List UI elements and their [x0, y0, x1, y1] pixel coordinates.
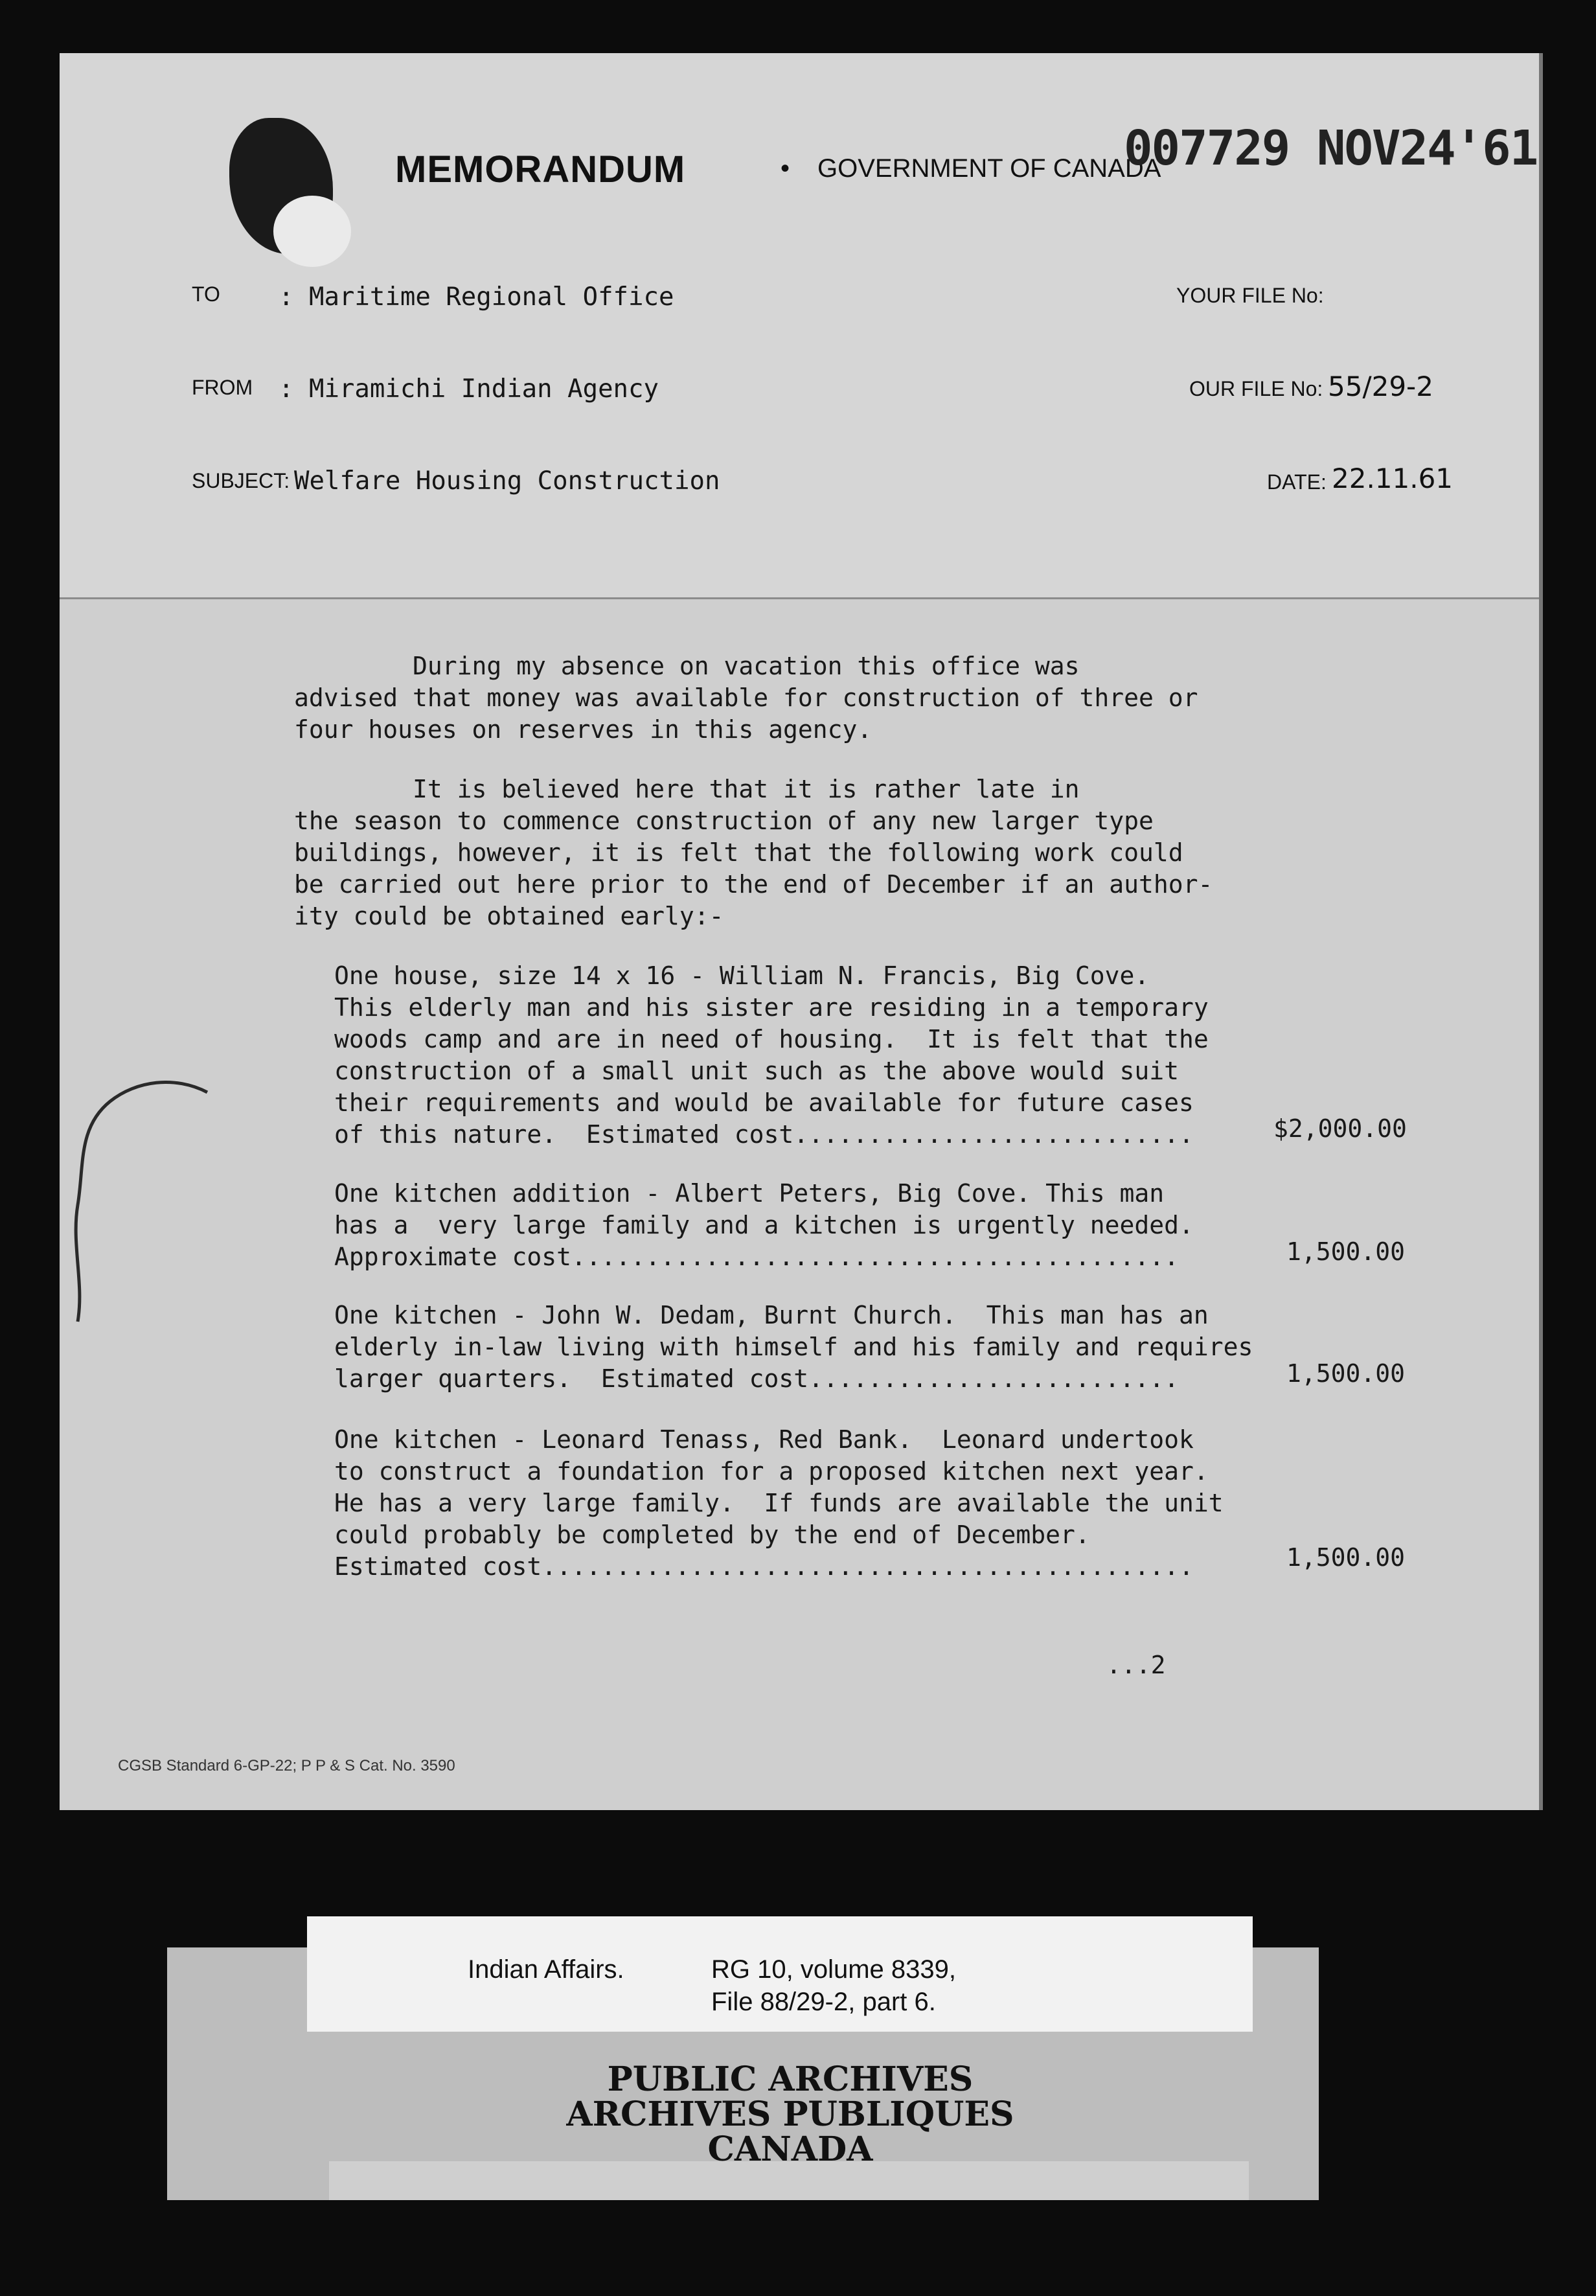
government-heading: GOVERNMENT OF CANADA: [817, 154, 1161, 183]
to-label: TO: [192, 282, 220, 306]
item-3-amount: 1,500.00: [1286, 1359, 1406, 1388]
date-label: DATE:: [1267, 470, 1327, 494]
title-bullet: •: [781, 154, 790, 183]
item-1-amount: $2,000.00: [1273, 1114, 1407, 1143]
item-2-text: One kitchen addition - Albert Peters, Big Cove. This man has a very large family and a kitchen is urgently needed. Approximate cost.........................................: [334, 1179, 1194, 1271]
archive-name-fr: ARCHIVES PUBLIQUES: [566, 2095, 1014, 2134]
your-file-label: YOUR FILE No:: [1176, 284, 1324, 307]
archive-collection: Indian Affairs.: [468, 1955, 624, 1984]
archive-reference-1: RG 10, volume 8339,: [711, 1955, 956, 1984]
item-1-text: One house, size 14 x 16 - William N. Francis, Big Cove. This elderly man and his sister are residing in a temporary woods camp and are in need of housing. It is felt that the construction of a small unit such as the above would suit their requirements and would be available for future cases of this nature. Estimated cost...........................: [334, 961, 1209, 1149]
item-4-text: One kitchen - Leonard Tenass, Red Bank. Leonard undertook to construct a foundation for a proposed kitchen next year. He has a very large family. If funds are available the unit could probably be completed by the end of December. Estimated cost............................................: [334, 1425, 1224, 1581]
item-3-text: One kitchen - John W. Dedam, Burnt Church. This man has an elderly in-law living with himself and his family and requires larger quarters. Estimated cost.........................: [334, 1301, 1253, 1393]
date-value: 22.11.61: [1332, 463, 1454, 494]
subject-value: Welfare Housing Construction: [294, 466, 720, 496]
our-file-value: 55/29-2: [1328, 371, 1433, 402]
archive-country: CANADA: [707, 2130, 873, 2169]
received-stamp: 007729 NOV24'61: [1124, 121, 1538, 176]
archive-name-en: PUBLIC ARCHIVES: [607, 2060, 974, 2099]
form-standard: CGSB Standard 6-GP-22; P P & S Cat. No. 3590: [118, 1757, 455, 1774]
subject-label: SUBJECT:: [192, 469, 290, 492]
margin-squiggle-mark: [58, 1062, 214, 1335]
our-file-label: OUR FILE No:: [1189, 377, 1323, 400]
from-label: FROM: [192, 376, 253, 399]
page-continued: ...2: [1106, 1651, 1166, 1679]
from-value: : Miramichi Indian Agency: [279, 374, 659, 404]
torn-corner-highlight: [273, 196, 351, 267]
archive-reference-2: File 88/29-2, part 6.: [711, 1988, 936, 2016]
item-4-amount: 1,500.00: [1286, 1543, 1406, 1572]
to-value: : Maritime Regional Office: [279, 282, 674, 312]
item-2-amount: 1,500.00: [1286, 1237, 1406, 1266]
memo-title: MEMORANDUM: [395, 148, 686, 190]
paragraph-2: It is believed here that it is rather late in the season to commence construction of any new larger type buildings, however, it is felt that the following work could be carried out here prior to the end of December if an author- ity could be obtained early:-: [294, 775, 1213, 930]
paragraph-1: During my absence on vacation this office was advised that money was available for construction of three or four houses on reserves in this agency.: [294, 652, 1198, 744]
